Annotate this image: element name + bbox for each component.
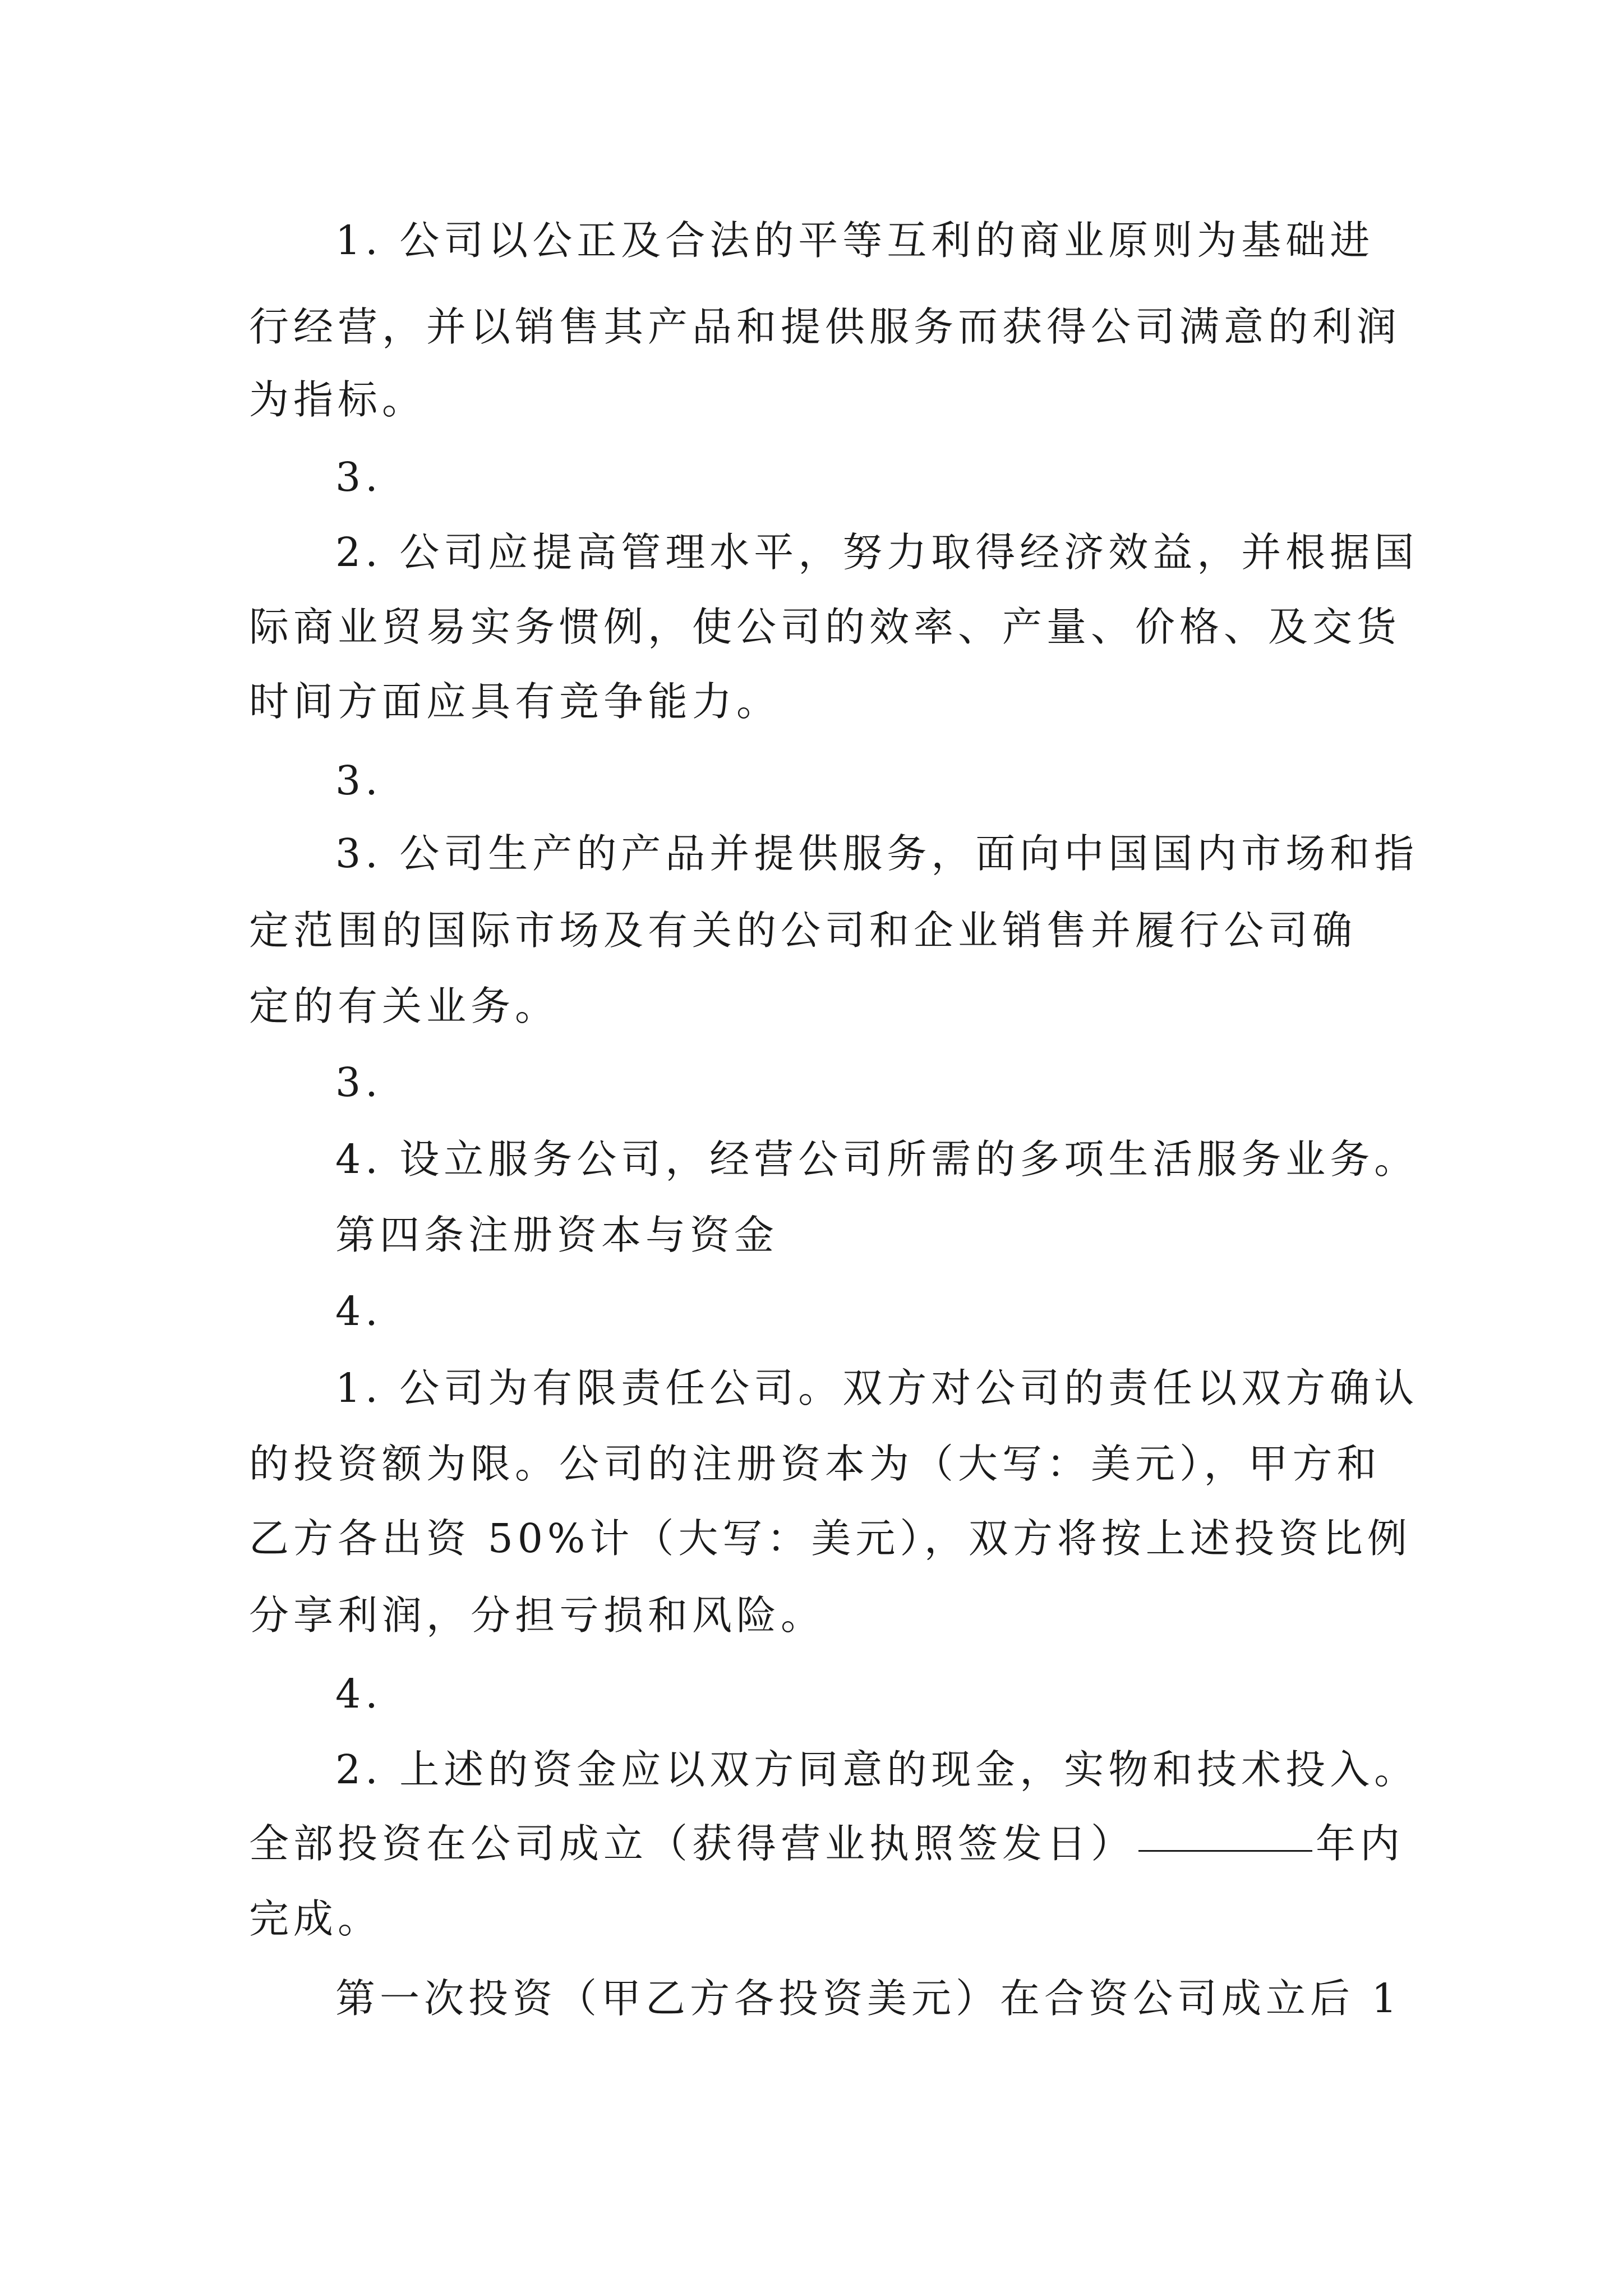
paragraph-line: 4. 设立服务公司，经营公司所需的多项生活服务业务。	[335, 1136, 1419, 1182]
paragraph-line-text: 年内	[1316, 1820, 1405, 1867]
paragraph-line: 分享利润，分担亏损和风险。	[249, 1592, 826, 1639]
paragraph-line: 的投资额为限。公司的注册资本为（大写：美元），甲方和	[249, 1441, 1381, 1487]
paragraph-line: 1. 公司为有限责任公司。双方对公司的责任以双方确认	[335, 1365, 1419, 1411]
section-number: 3.	[335, 454, 382, 500]
paragraph-line	[249, 1819, 1404, 1869]
paragraph-line: 完成。	[249, 1895, 382, 1942]
paragraph-line-text: 全部投资在公司成立（获得营业执照签发日）	[249, 1820, 1136, 1867]
paragraph-line: 定范围的国际市场及有关的公司和企业销售并履行公司确	[249, 907, 1357, 954]
section-number: 4.	[335, 1671, 382, 1717]
paragraph-line: 乙方各出资 50%计（大写：美元），双方将按上述投资比例	[249, 1515, 1412, 1562]
section-number: 4.	[335, 1288, 382, 1335]
paragraph-line: 1. 公司以公正及合法的平等互利的商业原则为基础进	[335, 217, 1375, 264]
paragraph-line: 第一次投资（甲乙方各投资美元）在合资公司成立后 1	[335, 1975, 1401, 2022]
paragraph-line: 行经营，并以销售其产品和提供服务而获得公司满意的利润	[249, 303, 1401, 350]
paragraph-line: 定的有关业务。	[249, 983, 560, 1029]
paragraph-line: 为指标。	[249, 376, 427, 423]
paragraph-line: 3. 公司生产的产品并提供服务，面向中国国内市场和指	[335, 830, 1419, 877]
paragraph-line: 时间方面应具有竞争能力。	[249, 678, 781, 725]
fill-in-blank	[1138, 1848, 1312, 1852]
paragraph-line: 2. 上述的资金应以双方同意的现金，实物和技术投入。	[335, 1746, 1419, 1793]
paragraph-line: 际商业贸易实务惯例，使公司的效率、产量、价格、及交货	[249, 604, 1401, 650]
article-heading: 第四条注册资本与资金	[335, 1212, 779, 1258]
section-number: 3.	[335, 1059, 382, 1106]
section-number: 3.	[335, 757, 382, 804]
paragraph-line: 2. 公司应提高管理水平，努力取得经济效益，并根据国	[335, 529, 1419, 576]
